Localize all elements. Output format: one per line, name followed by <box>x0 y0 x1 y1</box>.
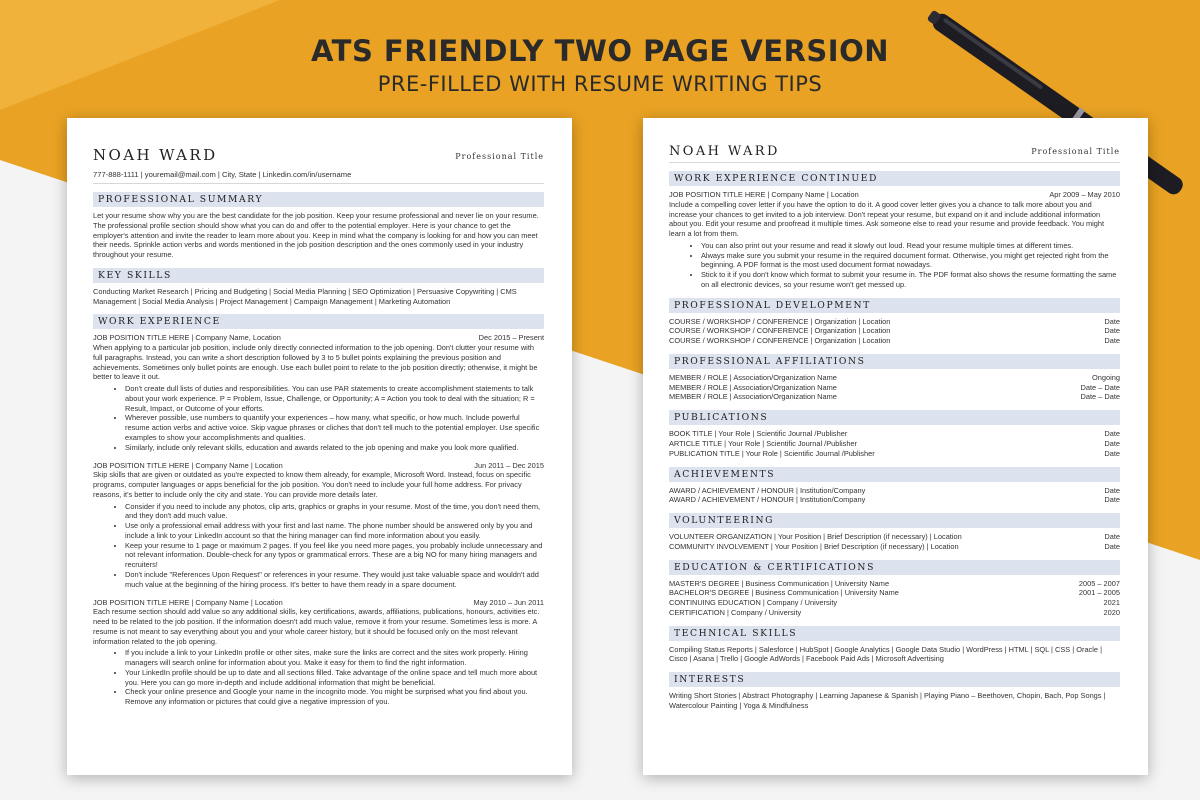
list-item: • Wherever possible, use numbers to quantify your experiences – how many, what specific, or how much. Include powerful resume action verbs and active voice. Skip vague phrases or cliches that don't tell much to the potential employer. Use specific examples to show your accomplishments and qualities. <box>125 413 544 442</box>
entry-left: MASTER'S DEGREE | Business Communication | University Name <box>669 578 890 588</box>
banner-title: ATS FRIENDLY TWO PAGE VERSION <box>310 34 890 68</box>
entry-row <box>669 608 1120 618</box>
entry-row <box>669 579 1120 589</box>
section-heading-achievements: ACHIEVEMENTS <box>669 467 1120 482</box>
entry-left: VOLUNTEER ORGANIZATION | Your Position | Brief Description (if necessary) | Location <box>669 532 962 542</box>
entry-row <box>669 439 1120 449</box>
entry-row <box>669 495 1120 505</box>
job-bullets <box>669 241 1120 290</box>
entry-date: Date <box>1104 336 1120 346</box>
section-heading-education: EDUCATION & CERTIFICATIONS <box>669 560 1120 575</box>
job-description: Include a compelling cover letter if you have the option to do it. A good cover letter gives you a chance to talk more about you and increase your chances to get invited to a job interview. Don't repeat your resume, but expand on it and include additional information about you. Edit your resume and proofread it multiple times. Ask someone else to read your resume and provide feedback. You might learn a lot from them. <box>669 199 1105 239</box>
entry-date: Date <box>1104 316 1120 326</box>
entry-row <box>669 588 1120 598</box>
section-heading-experience-continued: WORK EXPERIENCE CONTINUED <box>669 171 1120 186</box>
entry-row <box>669 598 1120 608</box>
entry-date: Date <box>1104 326 1120 336</box>
list-item: • Your LinkedIn profile should be up to date and all sections filled. Take advantage of the online space and tell much more about you. Here you can go more in-depth and include additional information that might be beneficial. <box>125 668 544 688</box>
job-dates: May 2010 – Jun 2011 <box>473 597 544 607</box>
section-heading-technical-skills: TECHNICAL SKILLS <box>669 626 1120 641</box>
section-heading-volunteering: VOLUNTEERING <box>669 513 1120 528</box>
entry-left: BACHELOR'S DEGREE | Business Communication | University Name <box>669 588 899 598</box>
list-item: • You can also print out your resume and read it slowly out loud. Read your resume multiple times at different times. <box>701 241 1120 251</box>
entry-row <box>669 317 1120 327</box>
job-row <box>93 333 544 343</box>
entry-date: Date – Date <box>1080 382 1120 392</box>
job-bullets <box>93 648 544 707</box>
entry-row <box>669 542 1120 552</box>
entry-date: 2005 – 2007 <box>1078 578 1120 588</box>
list-item: • If you include a link to your LinkedIn profile or other sites, make sure the links are correct and the sites work properly. Hiring managers will search online for information about you. Make it easy for them to find the right information. <box>125 648 544 668</box>
list-item: • Always make sure you submit your resume in the required document format. Otherwise, you might get rejected right from the beginning. A PDF format is the most used document format nowadays. <box>701 251 1120 271</box>
entry-row <box>669 383 1120 393</box>
job-row <box>93 598 544 608</box>
entry-date: Ongoing <box>1092 372 1120 382</box>
entry-date: 2021 <box>1103 598 1120 608</box>
entry-row <box>669 392 1120 402</box>
entry-date: Date <box>1104 495 1120 505</box>
entry-date: 2001 – 2005 <box>1078 588 1120 598</box>
section-heading-professional-development: PROFESSIONAL DEVELOPMENT <box>669 298 1120 313</box>
entry-row <box>669 429 1120 439</box>
job-title: JOB POSITION TITLE HERE | Company Name | Location <box>669 190 859 199</box>
entry-left: AWARD / ACHIEVEMENT / HONOUR | Institution/Company <box>669 485 866 495</box>
job-title: JOB POSITION TITLE HERE | Company Name | Location <box>93 460 283 470</box>
job-title: JOB POSITION TITLE HERE | Company Name, Location <box>93 333 281 343</box>
resume-page-1 <box>67 118 572 775</box>
job-dates: Dec 2015 – Present <box>478 333 544 343</box>
list-item: • Stick to it if you don't know which format to submit your resume in. The PDF format also shows the resume formatting the same on all electronic devices, so your resume won't get messed up. <box>701 270 1120 290</box>
summary-text: Let your resume show why you are the best candidate for the job position. Keep your resume professional and never lie on your resume. The professional profile section should show what you can do and offer to the potential employer. Here is your chance to get the employer's attention and invite the reader to learn more about you. Keep in mind what the company is looking for and how you can meet their needs. Sprinkle action verbs and words mentioned in the job position description and the ones commonly used in your industry throughout your resume. <box>93 211 539 260</box>
entry-row <box>669 532 1120 542</box>
contact-line: 777-888-1111 | youremail@mail.com | City, State | Linkedin.com/in/username <box>93 170 544 184</box>
technical-skills-text: Compiling Status Reports | Salesforce | HubSpot | Google Analytics | Google Data Studio | WordPress | HTML | SQL | CSS | Oracle | Cisco | Asana | Trello | Google AdWords | Facebook Paid Ads | Microsoft Advertising <box>669 644 1102 664</box>
job-description: Skip skills that are given or outdated as you're expected to know them already, for example, Microsoft Word. Instead, focus on specific programs, computer languages or apps beneficial for the job position. You don't need to include your full home address. For privacy reasons, it's better to include only the city and state. You can provide more details later. <box>93 470 531 499</box>
resume-page-2 <box>643 118 1148 775</box>
entry-left: CERTIFICATION | Company / University <box>669 607 802 617</box>
entry-left: COURSE / WORKSHOP / CONFERENCE | Organization | Location <box>669 336 891 346</box>
resume-name: NOAH WARD <box>669 144 780 159</box>
entry-left: PUBLICATION TITLE | Your Role | Scientific Journal /Publisher <box>669 448 875 458</box>
entry-left: MEMBER / ROLE | Association/Organization Name <box>669 382 837 392</box>
professional-title: Professional Title <box>1031 147 1120 156</box>
entry-left: COURSE / WORKSHOP / CONFERENCE | Organization | Location <box>669 326 891 336</box>
entry-row <box>669 486 1120 496</box>
entry-date: 2020 <box>1103 607 1120 617</box>
job-description: When applying to a particular job position, include only directly connected information to the job opening. Don't clutter your resume with full paragraphs. Instead, you can write a short description followed by 3 to 5 bullet points explaining the previous position and achievements. Sometimes only bullet points are enough. Use each bullet point to relate to the job position directly; otherwise, it might be better to leave it out. <box>93 343 538 382</box>
banner-subtitle: PRE-FILLED WITH RESUME WRITING TIPS <box>377 72 823 96</box>
entry-date: Date – Date <box>1080 392 1120 402</box>
entry-date: Date <box>1104 485 1120 495</box>
section-heading-summary: PROFESSIONAL SUMMARY <box>93 192 544 207</box>
list-item: • Don't create dull lists of duties and responsibilities. You can use PAR statements to create accomplishment statements to talk about your work experience. P = Problem, Issue, Challenge, or Opportunity; A = Action you took to deal with the situation; R = Result, Impact, or Outcome of your efforts. <box>125 384 544 413</box>
professional-title: Professional Title <box>455 152 544 161</box>
entry-date: Date <box>1104 448 1120 458</box>
job-title: JOB POSITION TITLE HERE | Company Name | Location <box>93 597 283 607</box>
entry-row <box>669 336 1120 346</box>
entry-left: MEMBER / ROLE | Association/Organization Name <box>669 372 837 382</box>
entry-date: Date <box>1104 541 1120 551</box>
section-heading-publications: PUBLICATIONS <box>669 410 1120 425</box>
list-item: • Similarly, include only relevant skills, education and awards related to the job opening and make you look more qualified. <box>125 443 544 453</box>
job-row <box>93 461 544 471</box>
entry-left: COMMUNITY INVOLVEMENT | Your Position | Brief Description (if necessary) | Location <box>669 541 959 551</box>
list-item: • Don't include "References Upon Request" or references in your resume. They would just take valuable space and wouldn't add much value at the beginning of the hiring process. It's better to have them ready in a spare document. <box>125 570 544 590</box>
list-item: • Use only a professional email address with your first and last name. The phone number should be answered only by you and include a link to your LinkedIn account so that the hiring manager can find more information about you easily. <box>125 521 544 541</box>
entry-row <box>669 326 1120 336</box>
entry-left: BOOK TITLE | Your Role | Scientific Journal /Publisher <box>669 429 848 439</box>
entry-left: AWARD / ACHIEVEMENT / HONOUR | Institution/Company <box>669 495 866 505</box>
list-item: • Check your online presence and Google your name in the incognito mode. You might be surprised what you find about you. Remove any information or pictures that could give a negative impression of you. <box>125 687 544 707</box>
entry-row <box>669 373 1120 383</box>
list-item: • Keep your resume to 1 page or maximum 2 pages. If you feel like you need more pages, you probably include unnecessary and not relevant information. Double-check for any typos or grammatical errors. These are a big NO for many hiring managers and recruiters! <box>125 541 544 570</box>
entry-date: Date <box>1104 439 1120 449</box>
interests-text: Writing Short Stories | Abstract Photography | Learning Japanese & Spanish | Playing Piano – Beethoven, Chopin, Bach, Pop Songs | Watercolour Painting | Yoga & Mindfulness <box>669 691 1106 710</box>
entry-left: COURSE / WORKSHOP / CONFERENCE | Organization | Location <box>669 316 891 326</box>
section-heading-interests: INTERESTS <box>669 672 1120 687</box>
entry-row <box>669 449 1120 459</box>
entry-date: Date <box>1104 532 1120 542</box>
resume-name: NOAH WARD <box>93 146 218 164</box>
job-bullets <box>93 384 544 452</box>
job-bullets <box>93 502 544 590</box>
skills-text: Conducting Market Research | Pricing and Budgeting | Social Media Planning | SEO Optimization | Persuasive Copywriting | CMS Management | Social Media Analysis | Project Management | Campaign Management | Marketing Automation <box>93 286 517 306</box>
job-description: Each resume section should add value so any additional skills, key certifications, awards, affiliations, publications, honours, activities etc. need to be related to the job position. If the information doesn't add much value, remove it from your resume. Sometimes less is more. A resume is not meant to say everything about you and your whole career history, but it should be focused only on the most relevant information related to the job opening. <box>93 607 540 646</box>
job-dates: Jun 2011 – Dec 2015 <box>474 460 544 470</box>
entry-left: ARTICLE TITLE | Your Role | Scientific Journal /Publisher <box>669 439 858 449</box>
section-heading-skills: KEY SKILLS <box>93 268 544 283</box>
section-heading-experience: WORK EXPERIENCE <box>93 314 544 329</box>
job-dates: Apr 2009 – May 2010 <box>1049 190 1120 199</box>
entry-left: CONTINUING EDUCATION | Company / University <box>669 598 838 608</box>
list-item: • Consider if you need to include any photos, clip arts, graphics or graphs in your resume. Most of the time, you don't need them, and they don't add much value. <box>125 502 544 522</box>
entry-left: MEMBER / ROLE | Association/Organization Name <box>669 392 837 402</box>
entry-date: Date <box>1104 429 1120 439</box>
job-row <box>669 190 1120 200</box>
section-heading-affiliations: PROFESSIONAL AFFILIATIONS <box>669 354 1120 369</box>
